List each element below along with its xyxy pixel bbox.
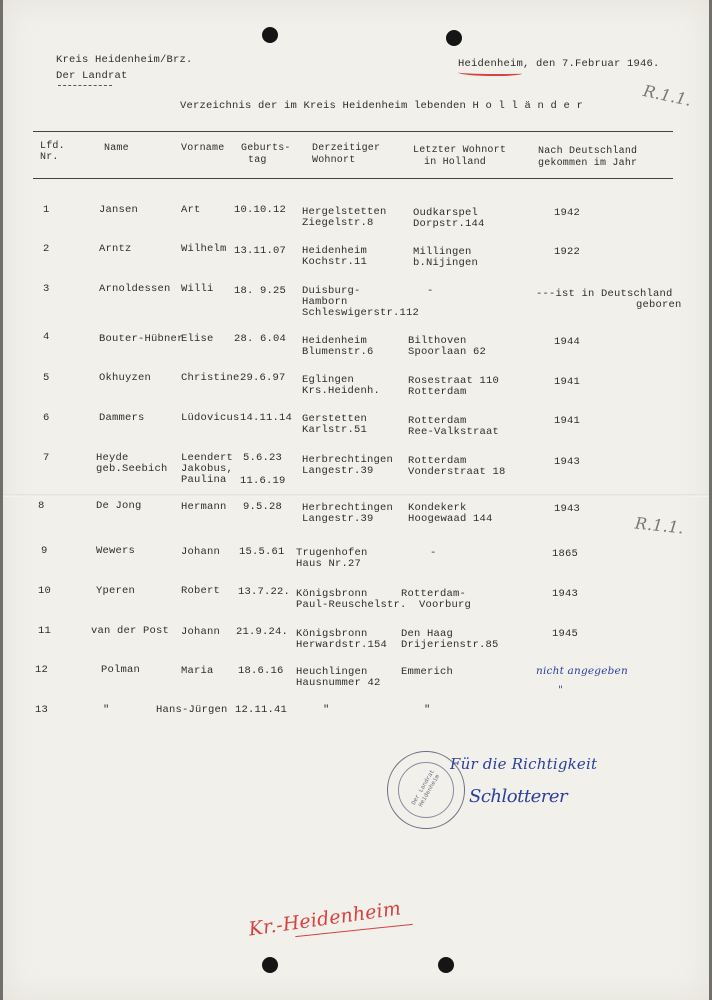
- cell-jahr-2: geboren: [636, 299, 682, 311]
- cell-vorname-2: Jakobus,: [181, 463, 234, 475]
- margin-initials-2: R.1.1.: [634, 513, 685, 538]
- cell-wohnort-1: Heuchlingen: [296, 666, 368, 678]
- cell-wohnort-1: Duisburg-: [302, 285, 361, 297]
- cell-holland-1: Oudkarspel: [413, 207, 479, 219]
- cell-geb: 9.5.28: [243, 501, 283, 513]
- cell-geb: 13.11.07: [234, 245, 287, 257]
- col-name: Name: [104, 143, 129, 154]
- cell-holland-2: b.Nijingen: [413, 257, 479, 269]
- cell-holland-1: -: [430, 547, 437, 559]
- cell-jahr: ---ist in Deutschland: [536, 288, 673, 300]
- cell-nr: 7: [43, 452, 50, 464]
- cell-jahr: 1865: [552, 548, 579, 560]
- cell-wohnort-1: Gerstetten: [302, 413, 368, 425]
- cell-nr: 8: [38, 500, 45, 512]
- cell-wohnort-2: Krs.Heidenh.: [302, 385, 381, 397]
- cell-wohnort-3: Schleswigerstr.112: [302, 307, 420, 319]
- cell-jahr: 1942: [554, 207, 581, 219]
- cell-wohnort-1: Trugenhofen: [296, 547, 368, 559]
- cell-geb: 10.10.12: [234, 204, 287, 216]
- cell-vorname: Hans-Jürgen: [156, 704, 228, 716]
- punch-hole-top-right: [446, 30, 462, 46]
- cell-name: Yperen: [96, 585, 136, 597]
- cell-holland-2: Voorburg: [419, 599, 472, 611]
- cell-nr: 3: [43, 283, 50, 295]
- cell-jahr-handwritten: nicht angegeben: [536, 665, 628, 677]
- punch-hole-bottom-left: [262, 957, 278, 973]
- cell-wohnort-2: Karlstr.51: [302, 424, 368, 436]
- margin-initials: R.1.1.: [641, 81, 694, 110]
- cell-name-2: geb.Seebich: [96, 463, 168, 475]
- cell-holland-2: Vonderstraat 18: [408, 466, 506, 478]
- cell-holland-1: Millingen: [413, 246, 472, 258]
- punch-hole-bottom-right: [438, 957, 454, 973]
- col-vorname: Vorname: [181, 143, 225, 154]
- document-title: Verzeichnis der im Kreis Heidenheim lebenden H o l l ä n d e r: [180, 100, 584, 112]
- cell-wohnort-1: Herbrechtingen: [302, 454, 394, 466]
- cell-geb: 18. 9.25: [234, 285, 287, 297]
- col-jahr-line1: Nach Deutschland: [538, 146, 638, 157]
- cell-holland-1: Bilthoven: [408, 335, 467, 347]
- signature: Schlotterer: [469, 786, 568, 807]
- cell-geb: 28. 6.04: [234, 333, 287, 345]
- cell-name: Jansen: [99, 204, 139, 216]
- col-jahr-line2: gekommen im Jahr: [538, 158, 638, 169]
- cell-wohnort-2: Ziegelstr.8: [302, 217, 374, 229]
- cell-holland-1: ": [424, 704, 431, 716]
- cell-holland-1: Rosestraat 110: [408, 375, 500, 387]
- cell-geb: 15.5.61: [239, 546, 285, 558]
- col-wohnort-line2: Wohnort: [312, 155, 356, 166]
- col-geb-line2: tag: [248, 155, 267, 166]
- place-date: Heidenheim, den 7.Februar 1946.: [458, 58, 660, 70]
- cell-nr: 4: [43, 331, 50, 343]
- cell-jahr: 1941: [554, 415, 581, 427]
- cell-holland-1: Kondekerk: [408, 502, 467, 514]
- cell-wohnort-2: Hamborn: [302, 296, 348, 308]
- cell-holland-1: Rotterdam-: [401, 588, 467, 600]
- col-nr-line2: Nr.: [40, 152, 59, 163]
- cell-holland-2: Dorpstr.144: [413, 218, 485, 230]
- cell-jahr: 1944: [554, 336, 581, 348]
- header-top-rule: [33, 131, 673, 132]
- cell-vorname: Robert: [181, 585, 221, 597]
- cell-holland-2: Hoogewaad 144: [408, 513, 493, 525]
- cell-holland-1: Rotterdam: [408, 415, 467, 427]
- cell-geb: 5.6.23: [243, 452, 283, 464]
- col-nr-line1: Lfd.: [40, 141, 65, 152]
- cell-wohnort-2: Herwardstr.154: [296, 639, 388, 651]
- office-underline: [58, 85, 112, 86]
- office-line-1: Kreis Heidenheim/Brz.: [56, 54, 193, 66]
- cell-jahr: 1922: [554, 246, 581, 258]
- cell-vorname: Wilhelm: [181, 243, 227, 255]
- cell-wohnort-1: Königsbronn: [296, 588, 368, 600]
- header-bottom-rule: [33, 178, 673, 179]
- cell-geb: 12.11.41: [235, 704, 288, 716]
- cell-wohnort-2: Kochstr.11: [302, 256, 368, 268]
- cell-holland-1: Emmerich: [401, 666, 454, 678]
- cell-wohnort-2: Langestr.39: [302, 513, 374, 525]
- cell-wohnort-1: Königsbronn: [296, 628, 368, 640]
- cell-nr: 1: [43, 204, 50, 216]
- cell-wohnort-1: Herbrechtingen: [302, 502, 394, 514]
- cell-wohnort-1: Eglingen: [302, 374, 355, 386]
- cell-vorname: Hermann: [181, 501, 227, 513]
- cell-nr: 10: [38, 585, 52, 597]
- cell-name: De Jong: [96, 500, 142, 512]
- col-wohnort-line1: Derzeitiger: [312, 143, 381, 154]
- cell-vorname: Art: [181, 204, 201, 216]
- cell-vorname: Christine: [181, 372, 240, 384]
- cell-holland-2: Ree-Valkstraat: [408, 426, 500, 438]
- cell-name: van der Post: [91, 625, 170, 637]
- stamp-text: Der Landrat Heidenheim: [410, 768, 442, 809]
- cell-geb: 13.7.22.: [238, 586, 291, 598]
- office-line-2: Der Landrat: [56, 70, 128, 82]
- punch-hole-top-left: [262, 27, 278, 43]
- cell-wohnort-2: Langestr.39: [302, 465, 374, 477]
- cell-vorname: Johann: [181, 546, 221, 558]
- cell-jahr: 1943: [554, 456, 581, 468]
- fold-crease: [3, 494, 709, 497]
- cell-nr: 5: [43, 372, 50, 384]
- cell-geb: 29.6.97: [240, 372, 286, 384]
- cell-nr: 2: [43, 243, 50, 255]
- cell-wohnort-2: Paul-Reuschelstr.: [296, 599, 407, 611]
- cell-holland-1: -: [427, 285, 434, 297]
- cell-wohnort-2: Haus Nr.27: [296, 558, 362, 570]
- cell-holland-2: Rotterdam: [408, 386, 467, 398]
- col-holland-line1: Letzter Wohnort: [413, 145, 507, 156]
- cell-vorname-3: Paulina: [181, 474, 227, 486]
- cell-name: Arntz: [99, 243, 132, 255]
- cell-wohnort-1: Heidenheim: [302, 335, 368, 347]
- cell-jahr: 1943: [554, 503, 581, 515]
- cell-holland-1: Rotterdam: [408, 455, 467, 467]
- cell-wohnort-1: ": [323, 704, 330, 716]
- cell-vorname: Lüdovicus: [181, 412, 240, 424]
- cell-nr: 9: [41, 545, 48, 557]
- cell-geb: 21.9.24.: [236, 626, 289, 638]
- cell-holland-2: Spoorlaan 62: [408, 346, 487, 358]
- cell-holland-2: Drijerienstr.85: [401, 639, 499, 651]
- cell-vorname: Maria: [181, 665, 214, 677]
- red-handwritten-note: Kr.-Heidenheim: [247, 897, 403, 941]
- cell-wohnort-1: Heidenheim: [302, 245, 368, 257]
- cell-nr: 11: [38, 625, 52, 637]
- cell-name: Bouter-Hübner: [99, 333, 184, 345]
- cell-wohnort-1: Hergelstetten: [302, 206, 387, 218]
- cell-nr: 6: [43, 412, 50, 424]
- cell-name: Dammers: [99, 412, 145, 424]
- cell-vorname: Johann: [181, 626, 221, 638]
- cell-name: Arnoldessen: [99, 283, 171, 295]
- cell-jahr: 1941: [554, 376, 581, 388]
- cell-nr: 13: [35, 704, 49, 716]
- cell-vorname: Elise: [181, 333, 214, 345]
- col-geb-line1: Geburts-: [241, 143, 291, 154]
- cell-jahr-ditto: ": [558, 684, 564, 696]
- red-underline: [458, 70, 522, 76]
- cell-name: Okhuyzen: [99, 372, 152, 384]
- cell-jahr: 1945: [552, 628, 579, 640]
- cell-name: Heyde: [96, 452, 129, 464]
- cell-nr: 12: [35, 664, 49, 676]
- cell-wohnort-2: Blumenstr.6: [302, 346, 374, 358]
- certification-text: Für die Richtigkeit: [450, 755, 598, 773]
- cell-vorname: Willi: [181, 283, 214, 295]
- cell-geb: 18.6.16: [238, 665, 284, 677]
- document-page: [3, 0, 709, 1000]
- cell-name: ": [103, 704, 110, 716]
- cell-holland-1: Den Haag: [401, 628, 454, 640]
- cell-vorname: Leendert: [181, 452, 234, 464]
- cell-geb: 14.11.14: [240, 412, 293, 424]
- cell-wohnort-2: Hausnummer 42: [296, 677, 381, 689]
- cell-name: Wewers: [96, 545, 136, 557]
- cell-geb-2: 11.6.19: [240, 475, 286, 487]
- cell-name: Polman: [101, 664, 141, 676]
- col-holland-line2: in Holland: [424, 157, 487, 168]
- cell-jahr: 1943: [552, 588, 579, 600]
